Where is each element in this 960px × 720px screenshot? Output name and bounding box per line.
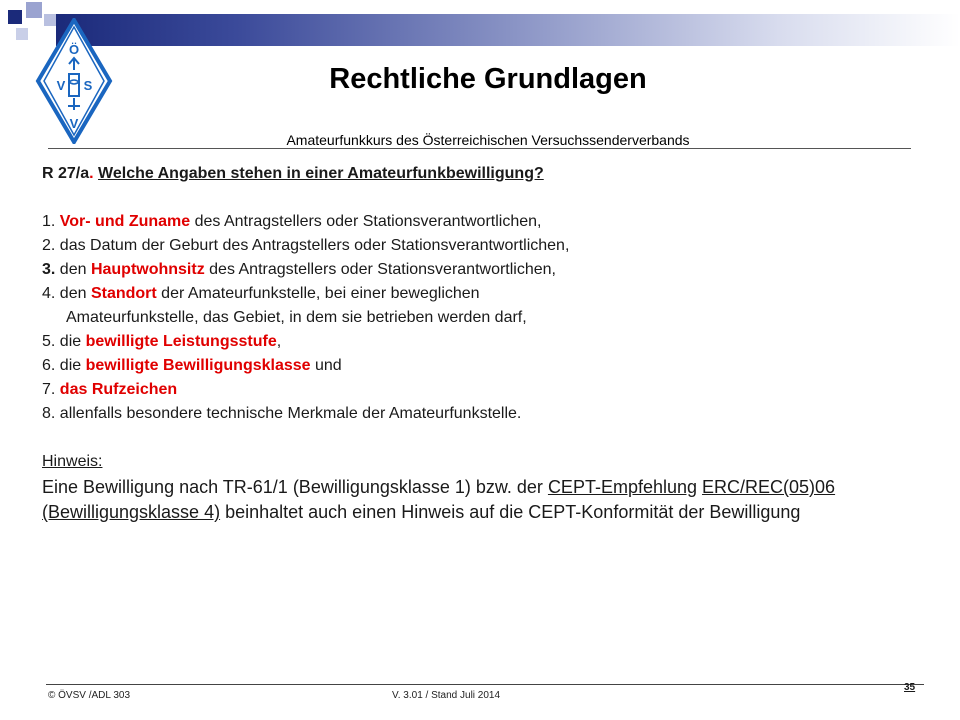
item-number: 8. <box>42 405 56 422</box>
question-line <box>42 162 922 186</box>
question-text: Welche Angaben stehen in einer Amateurfunkbewilligung? <box>98 165 544 182</box>
item-number: 5. <box>42 333 56 350</box>
question-code: R 27/a <box>42 165 90 182</box>
list-item-7 <box>42 378 922 402</box>
list-item-2 <box>42 234 922 258</box>
footer-version: V. 3.01 / Stand Juli 2014 <box>392 690 501 701</box>
item-text: , <box>276 333 282 350</box>
hint-link-cept: CEPT-Empfehlung <box>547 477 698 497</box>
item-text: die <box>55 357 86 374</box>
page-subtitle: Amateurfunkkurs des Österreichischen Versuchssenderverbands <box>286 132 690 148</box>
slide-content <box>42 162 922 525</box>
item-text: des Antragstellers oder Stationsverantwortlichen, <box>190 213 542 230</box>
list-item-3 <box>42 258 922 282</box>
page-number: 35 <box>904 682 916 693</box>
list-item-5 <box>42 330 922 354</box>
list-item-8 <box>42 402 922 426</box>
logo-letter-right: S <box>83 78 93 93</box>
logo-letter-left: V <box>56 78 66 93</box>
decor-square-4 <box>16 28 28 40</box>
item-number: 7. <box>42 381 56 398</box>
item-number: 6. <box>42 357 56 374</box>
hint-text-1: Eine Bewilligung nach TR-61/1 (Bewilligungsklasse 1) bzw. der <box>42 477 548 497</box>
list-item-1 <box>42 210 922 234</box>
list-item-4 <box>42 282 922 306</box>
item-text: der Amateurfunkstelle, bei einer beweglichen <box>156 285 480 302</box>
item-number: 4. <box>42 285 56 302</box>
page-title: Rechtliche Grundlagen <box>329 63 647 95</box>
item-number: 3. <box>42 261 56 278</box>
item-text: des Antragstellers oder Stationsverantwortlichen, <box>204 261 556 278</box>
footer-copyright: © ÖVSV /ADL 303 <box>48 690 131 701</box>
hint-text <box>42 475 922 525</box>
item-highlight: Vor- und Zuname <box>59 213 191 230</box>
list-item-6 <box>42 354 922 378</box>
item-highlight: bewilligte Leistungsstufe <box>85 333 277 350</box>
decor-square-1 <box>8 10 22 24</box>
hint-label: Hinweis: <box>42 453 103 470</box>
item-text: das Datum der Geburt des Antragstellers oder Stationsverantwortlichen, <box>55 237 570 254</box>
header-divider <box>48 148 911 149</box>
item-text: allenfalls besondere technische Merkmale der Amateurfunkstelle. <box>55 405 522 422</box>
item-number: 1. <box>42 213 56 230</box>
decor-square-2 <box>26 2 42 18</box>
logo-letter-bottom: V <box>69 116 79 131</box>
header-gradient-bar <box>56 14 960 46</box>
item-text: die <box>55 333 86 350</box>
item-text: den <box>55 261 91 278</box>
item-highlight: Hauptwohnsitz <box>90 261 205 278</box>
question-dot: . <box>89 165 94 182</box>
footer-divider <box>46 684 924 685</box>
hint-link-erc: ERC/REC(05)06 (Bewilligungsklasse 4) <box>42 477 836 522</box>
list-item-4-continuation: Amateurfunkstelle, das Gebiet, in dem sie betrieben werden darf, <box>66 309 527 326</box>
item-highlight: das Rufzeichen <box>59 381 178 398</box>
item-highlight: Standort <box>90 285 157 302</box>
item-highlight: bewilligte Bewilligungsklasse <box>85 357 311 374</box>
item-text: den <box>55 285 91 302</box>
item-number: 2. <box>42 237 56 254</box>
hint-text-2: beinhaltet auch einen Hinweis auf die CEPT-Konformität der Bewilligung <box>220 502 801 522</box>
item-text: und <box>310 357 342 374</box>
logo-letter-top: Ö <box>68 42 80 57</box>
